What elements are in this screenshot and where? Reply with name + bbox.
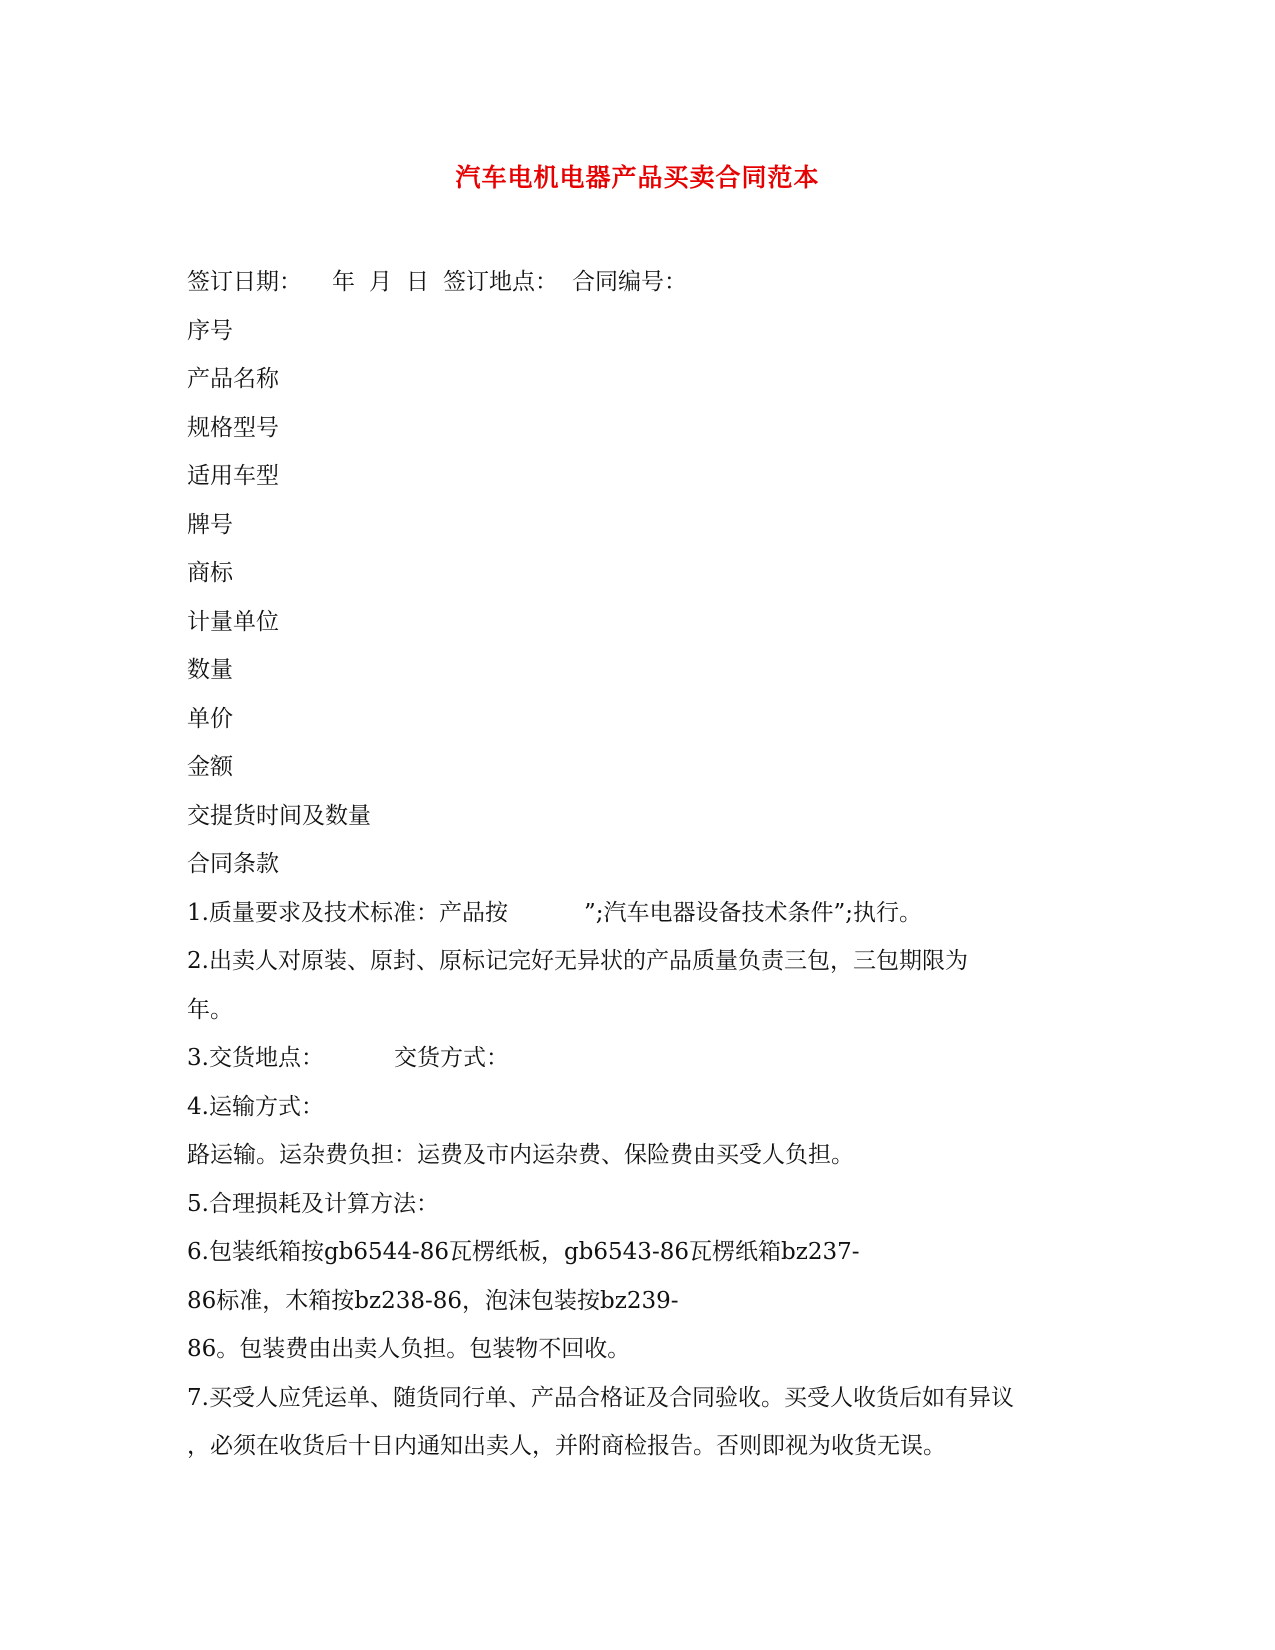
clause-3-text-b: 交货方式： — [393, 1045, 509, 1071]
clause-4: 4.运输方式： — [187, 1093, 324, 1120]
header-line — [187, 258, 1087, 307]
clause-3 — [187, 1034, 1087, 1083]
clause-4-cont: 路运输。运杂费负担：运费及市内运杂费、保险费由买受人负担。 — [187, 1142, 854, 1168]
field-serial-no: 序号 — [187, 317, 233, 344]
field-brand-no: 牌号 — [187, 511, 233, 538]
clause-5: 5.合理损耗及计算方法： — [187, 1190, 439, 1217]
field-trademark: 商标 — [187, 560, 233, 586]
document-body — [187, 258, 1087, 1471]
field-product-name: 产品名称 — [187, 366, 279, 392]
month-label: 月 — [369, 269, 392, 295]
clause-6-cont-1: 86标准，木箱按bz238-86，泡沫包装按bz239- — [187, 1287, 679, 1314]
clause-1-text-b: ”;汽车电器设备技术条件”;执行。 — [583, 899, 922, 926]
clause-6: 6.包装纸箱按gb6544-86瓦楞纸板，gb6543-86瓦楞纸箱bz237- — [187, 1239, 860, 1265]
field-spec-model: 规格型号 — [187, 414, 279, 441]
clause-7-cont: ，必须在收货后十日内通知出卖人，并附商检报告。否则即视为收货无误。 — [187, 1433, 946, 1459]
clause-1 — [187, 889, 1087, 938]
clause-3-text-a: 3.交货地点： — [187, 1045, 324, 1071]
field-delivery-time: 交提货时间及数量 — [187, 802, 371, 829]
document-title: 汽车电机电器产品买卖合同范本 — [455, 163, 820, 192]
year-label: 年 — [332, 269, 355, 295]
clause-7: 7.买受人应凭运单、随货同行单、产品合格证及合同验收。买受人收货后如有异议 — [187, 1384, 1014, 1411]
field-applicable-model: 适用车型 — [187, 463, 279, 489]
clause-2-cont: 年。 — [187, 996, 233, 1023]
clause-6-cont-2: 86。包装费由出卖人负担。包装物不回收。 — [187, 1336, 631, 1362]
sign-place-label: 签订地点： — [443, 269, 558, 295]
sign-date-label: 签订日期： — [187, 269, 302, 295]
clause-2: 2.出卖人对原装、原封、原标记完好无异状的产品质量负责三包，三包期限为 — [187, 948, 968, 974]
field-contract-terms: 合同条款 — [187, 851, 279, 877]
field-unit: 计量单位 — [187, 608, 279, 635]
contract-no-label: 合同编号： — [572, 269, 687, 295]
field-quantity: 数量 — [187, 657, 233, 683]
field-unit-price: 单价 — [187, 705, 233, 732]
field-amount: 金额 — [187, 754, 233, 780]
day-label: 日 — [406, 269, 429, 295]
clause-1-text-a: 1.质量要求及技术标准：产品按 — [187, 899, 508, 926]
